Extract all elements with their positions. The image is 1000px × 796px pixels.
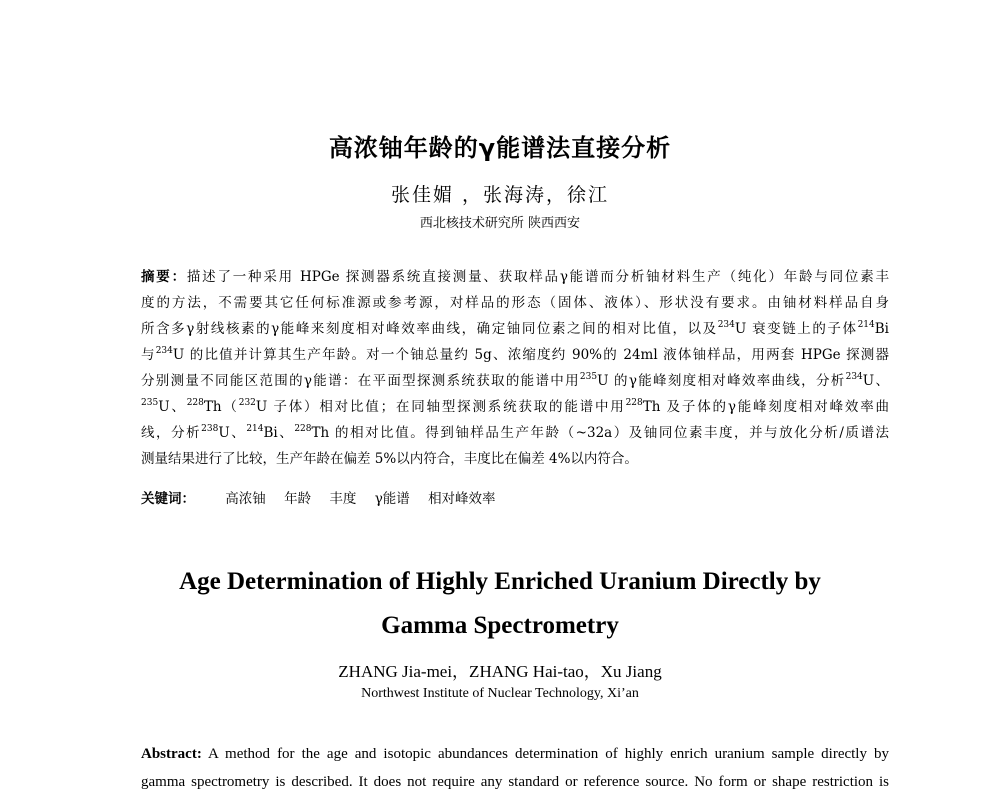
english-abstract-line: gamma spectrometry is described. It does not require any standard or reference source. No form or shape restriction is	[141, 774, 889, 790]
english-abstract	[141, 740, 889, 796]
english-abstract-label: Abstract:	[141, 746, 202, 762]
chinese-authors: 张佳媚 ，张海涛，徐江	[390, 184, 610, 206]
abstract-line: 分别测量不同能区范围的γ能谱：在平面型探测系统获取的能谱中用$^{235}$U 的γ能峰刻度相对峰效率曲线，分析$^{234}$U、	[141, 372, 889, 389]
english-title	[0, 560, 1000, 648]
keywords	[141, 487, 889, 511]
english-affiliation: Northwest Institute of Nuclear Technology, Xi’an	[361, 686, 639, 701]
chinese-title: 高浓铀年龄的γ能谱法直接分析	[328, 134, 672, 162]
english-authors: ZHANG Jia-mei，ZHANG Hai-tao，Xu Jiang	[338, 662, 662, 681]
abstract-line: 与$^{234}$U 的比值并计算其生产年龄。对一个铀总量约 5g、浓缩度约 90%的 24ml 液体铀样品，用两套 HPGe 探测器	[141, 346, 889, 363]
keyword: 相对峰效率	[428, 491, 496, 507]
english-title-line: Gamma Spectrometry	[381, 612, 619, 639]
chinese-affiliation: 西北核技术研究所 陕西西安	[419, 216, 581, 231]
abstract-line: 线，分析$^{238}$U、$^{214}$Bi、$^{228}$Th 的相对比值。得到铀样品生产年龄（~32a）及铀同位素丰度，并与放化分析/质谱法	[141, 424, 889, 441]
english-abstract-line: Abstract: A method for the age and isotopic abundances determination of highly enrich uranium sample directly by	[141, 746, 889, 762]
abstract-line: 测量结果进行了比较，生产年龄在偏差 5%以内符合，丰度比在偏差 4%以内符合。	[141, 451, 638, 467]
keyword: γ能谱	[374, 491, 410, 507]
keywords-label: 关键词：	[141, 491, 195, 507]
abstract-line: 摘要：描述了一种采用 HPGe 探测器系统直接测量、获取样品γ能谱而分析铀材料生产（纯化）年龄与同位素丰	[141, 269, 889, 285]
abstract-line: 所含多γ射线核素的γ能峰来刻度相对峰效率曲线，确定铀同位素之间的相对比值，以及$^{234}$U 衰变链上的子体$^{214}$Bi	[141, 320, 889, 337]
chinese-abstract	[141, 264, 889, 472]
english-title-line: Age Determination of Highly Enriched Uranium Directly by	[179, 568, 821, 595]
keyword: 高浓铀	[225, 491, 266, 507]
keyword: 丰度	[329, 491, 357, 507]
keyword: 年龄	[284, 491, 312, 507]
abstract-label: 摘要：	[141, 269, 187, 285]
abstract-line: $^{235}$U、$^{228}$Th（$^{232}$U 子体）相对比值；在同轴型探测系统获取的能谱中用$^{228}$Th 及子体的γ能峰刻度相对峰效率曲	[141, 398, 889, 415]
abstract-line: 度的方法，不需要其它任何标准源或参考源，对样品的形态（固体、液体）、形状没有要求。由铀材料样品自身	[141, 295, 889, 311]
